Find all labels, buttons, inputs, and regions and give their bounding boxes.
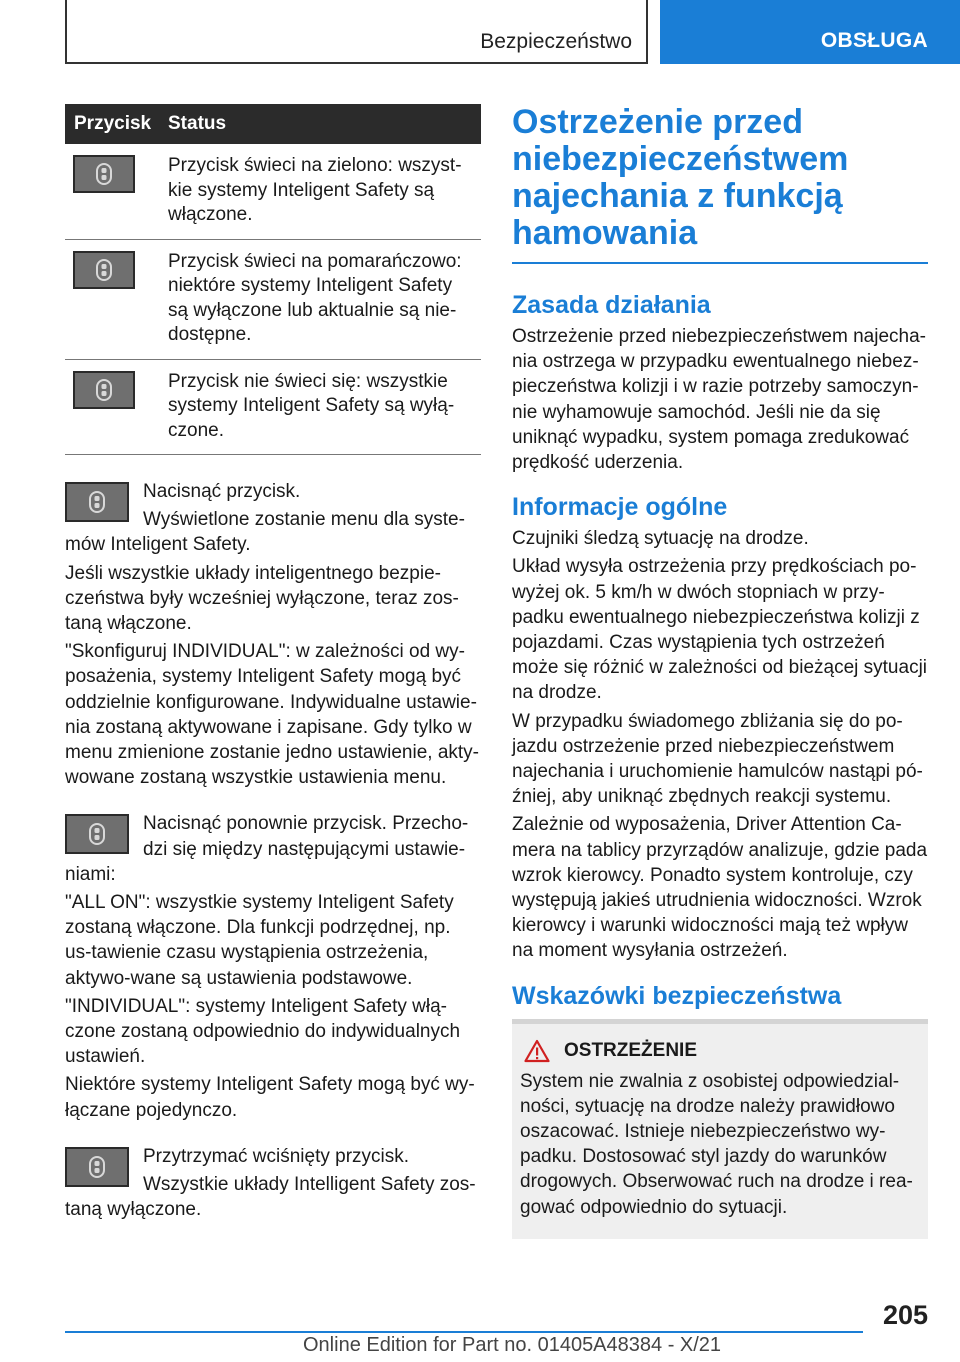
safety-button-icon <box>65 482 129 522</box>
paragraph: Niektóre systemy Inteligent Safety mogą być wy-łączane pojedynczo. <box>65 1074 475 1121</box>
step-3: Przytrzymać wciśnięty przycisk. <box>143 1145 410 1167</box>
table-row <box>65 240 481 360</box>
right-column <box>512 104 928 1239</box>
footer-edition: Online Edition for Part no. 01405A48384 - X/21 <box>303 1334 722 1356</box>
safety-button-icon <box>65 814 129 854</box>
heading-principle: Zasada działania <box>512 291 711 319</box>
paragraph: Zależnie od wyposażenia, Driver Attention Ca-mera na tablicy przyrządów analizuje, gdzie pada wzrok kierowcy. Ponadto system kontroluje, czy występują jakieś utrudnienia widoczności. Wzrok kierowcy i warunki widoczności mają też wpływ na moment wysyłania ostrzeżeń. <box>512 814 928 962</box>
paragraph: "ALL ON": wszystkie systemy Inteligent Safety zostaną włączone. Dla funkcji podrzędnej, np. us-tawienie czasu wystąpienia ostrzeżenia, aktywo-wane są ustawienia podstawowe. <box>65 892 454 989</box>
table-row <box>65 144 481 240</box>
heading-safety: Wskazówki bezpieczeństwa <box>512 981 842 1010</box>
safety-button-icon <box>65 1147 129 1187</box>
warning-text: System nie zwalnia z osobistej odpowiedzial-ności, sytuację na drodze należy prawidłowo oszacować. Istnieje niebezpieczeństwo wy-padku. Dostosować styl jazdy do warunków drogowych. Obserwować ruch na drodze i rea-gować odpowiednio do sytuacji. <box>520 1070 913 1218</box>
left-column <box>65 104 481 1225</box>
paragraph: W przypadku świadomego zbliżania się do po-jazdu ostrzeżenie przed niebezpieczeństwem najechania i uruchomienie hamulców nastąpi pó-źniej, aby uniknąć zbędnych reakcji systemu. <box>512 710 923 808</box>
page-number: 205 <box>882 1300 928 1330</box>
header-section-box <box>65 0 648 64</box>
warning-title: OSTRZEŻENIE <box>564 1039 698 1061</box>
table-cell-status: Przycisk nie świeci się: wszystkie systemy Inteligent Safety są wyłą-czone. <box>168 370 455 441</box>
table-row <box>65 360 481 456</box>
warning-triangle-icon <box>524 1039 550 1063</box>
paragraph: Układ wysyła ostrzeżenia przy prędkościach po-wyżej ok. 5 km/h w dwóch stopniach w przy-padku ewentualnego niebezpieczeństwa kolizji z pojazdami. Czas wystąpienia tych ostrzeżeń może się różnić w zależności od bieżącej sytuacji na drodze. <box>512 556 928 704</box>
table-cell-status: Przycisk świeci na zielono: wszyst-kie systemy Inteligent Safety są włączone. <box>168 155 462 225</box>
paragraph: Czujniki śledzą sytuację na drodze. <box>512 528 809 550</box>
step-button-image <box>65 1147 129 1187</box>
step-button-image <box>65 482 129 522</box>
step-1-result: Wyświetlone zostanie menu dla syste-mów Inteligent Safety. <box>65 509 465 556</box>
col-header-status: Status <box>168 113 227 134</box>
footer-divider <box>65 1331 863 1333</box>
header-chapter-label: OBSŁUGA <box>820 29 928 52</box>
paragraph: Ostrzeżenie przed niebezpieczeństwem najecha-nia ostrzega w przypadku ewentualnego niebez-pieczeństwa kolizji i w razie potrzeby samoczyn-nie wyhamowuje samochód. Jeśli nie da się uniknąć wypadku, system pomaga zredukować prędkość uderzenia. <box>512 326 926 474</box>
col-header-button: Przycisk <box>74 113 152 134</box>
step-button-image <box>65 814 129 854</box>
step-3-result: Wszystkie układy Intelligent Safety zos-taną wyłączone. <box>65 1174 476 1221</box>
warning-heading <box>520 1039 920 1063</box>
safety-button-icon <box>73 155 135 193</box>
paragraph: "INDIVIDUAL": systemy Inteligent Safety włą-czone zostaną odpowiednio do indywidualnych ustawień. <box>65 995 461 1068</box>
warning-box <box>512 1019 928 1239</box>
paragraph: "Skonfiguruj INDIVIDUAL": w zależności od wy-posażenia, systemy Inteligent Safety mogą być oddzielnie konfigurowane. Indywidualne ustawie-nia zostaną aktywowane i zapisane. Gdy tylko w menu zmienione zostanie jedno ustawienie, akty-wowane zostaną wszystkie ustawienia menu. <box>65 641 480 789</box>
step-1: Nacisnąć przycisk. <box>143 481 301 502</box>
safety-button-icon <box>73 371 135 409</box>
paragraph: Jeśli wszystkie układy inteligentnego bezpie-czeństwa były wcześniej wyłączone, teraz zos-taną włączone. <box>65 562 459 635</box>
safety-button-icon <box>73 251 135 289</box>
section-title: Ostrzeżenie przed niebezpieczeństwem najechania z funkcją hamowania <box>512 104 928 264</box>
step-2: Nacisnąć ponownie przycisk. Przecho-dzi się między następującymi ustawie-niami: <box>65 813 469 885</box>
table-cell-status: Przycisk świeci na pomarańczowo: niektóre systemy Inteligent Safety są wyłączone lub aktualnie są nie-dostępne. <box>168 250 462 345</box>
header-chapter-tab <box>660 0 960 64</box>
status-table-header <box>65 104 481 144</box>
heading-general: Informacje ogólne <box>512 493 728 522</box>
header-section-title: Bezpieczeństwo <box>480 30 632 53</box>
